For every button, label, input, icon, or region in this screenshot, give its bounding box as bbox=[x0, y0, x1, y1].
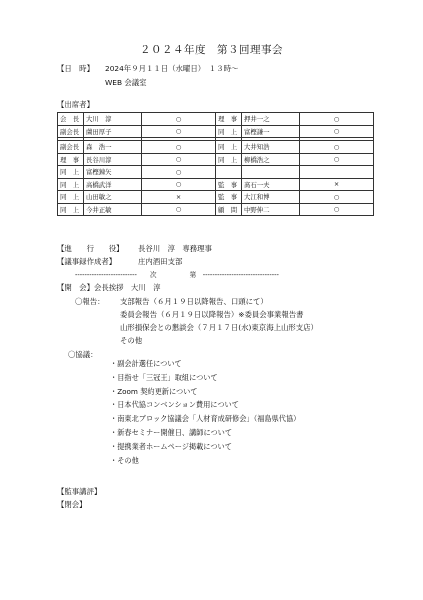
attendee-name: 富樫錬矢 bbox=[84, 166, 142, 179]
venue-value: WEB 会議室 bbox=[105, 78, 147, 87]
minutes-value: 庄内酒田支部 bbox=[138, 257, 183, 266]
attendance-mark bbox=[300, 166, 374, 179]
report-item: 支部報告（６月１９日以降報告、口頭にて） bbox=[120, 297, 268, 306]
discussion-item: ・その他 bbox=[110, 455, 139, 465]
attendance-mark: ○ bbox=[142, 153, 216, 166]
attendee-role: 理 事 bbox=[216, 113, 242, 126]
attendee-name: 大江和博 bbox=[242, 191, 300, 204]
attendance-mark: × bbox=[142, 191, 216, 204]
discussion-item: ・提携業者ホームページ掲載について bbox=[110, 441, 232, 451]
attendance-mark: ○ bbox=[142, 125, 216, 138]
audit-label: 【監事講評】 bbox=[57, 487, 102, 496]
discussion-item: ・Zoom 契約更新について bbox=[110, 386, 198, 396]
attendee-name: 髙石一夫 bbox=[242, 178, 300, 191]
attendance-mark: ○ bbox=[300, 113, 374, 126]
datetime-value: 2024年９月１１日（水曜日） １３時～ bbox=[105, 64, 239, 73]
attendee-row bbox=[58, 178, 374, 191]
report-item: その他 bbox=[120, 336, 143, 345]
discussion-item: ・目指せ「三冠王」取組について bbox=[110, 372, 218, 382]
attendee-role: 顧 問 bbox=[216, 203, 242, 216]
attendee-role: 同 上 bbox=[216, 141, 242, 154]
minutes-label: 【議事録作成者】 bbox=[57, 257, 117, 266]
attendee-role: 同 上 bbox=[58, 178, 84, 191]
attendance-mark: ○ bbox=[142, 203, 216, 216]
discussion-item: ・新春セミナー開催日、講師について bbox=[110, 427, 233, 437]
attendee-name: 山田敏之 bbox=[84, 191, 142, 204]
attendee-row bbox=[58, 141, 374, 154]
attendee-name bbox=[242, 166, 300, 179]
attendee-name: 押井一之 bbox=[242, 113, 300, 126]
attendee-row bbox=[58, 191, 374, 204]
attendee-role: 副会長 bbox=[58, 141, 84, 154]
attendee-name: 富樫謙一 bbox=[242, 125, 300, 138]
attendee-name: 柳橋浩之 bbox=[242, 153, 300, 166]
attendance-mark: ○ bbox=[142, 166, 216, 179]
attendee-name: 長谷川淳 bbox=[84, 153, 142, 166]
attendee-role: 同 上 bbox=[58, 203, 84, 216]
report-item: 委員会報告（６月１９日以降報告）※委員会事業報告書 bbox=[120, 310, 304, 319]
closing-label: 【閉会】 bbox=[57, 500, 87, 509]
attendee-name: 高橋武洋 bbox=[84, 178, 142, 191]
attendance-mark: ○ bbox=[300, 141, 374, 154]
attendance-mark: ○ bbox=[142, 113, 216, 126]
attendee-name: 大井知浩 bbox=[242, 141, 300, 154]
attendee-row bbox=[58, 153, 374, 166]
attendee-role: 副会長 bbox=[58, 125, 84, 138]
attendance-mark: ○ bbox=[300, 203, 374, 216]
agenda-divider: -------------------------- 次 第 -------------------------------- bbox=[75, 271, 279, 279]
attendee-name: 中野伸二 bbox=[242, 203, 300, 216]
attendee-role: 会 長 bbox=[58, 113, 84, 126]
attendee-role: 監 事 bbox=[216, 191, 242, 204]
moderator-value: 長谷川 淳 専務理事 bbox=[138, 244, 212, 253]
attendance-mark: ○ bbox=[300, 191, 374, 204]
attendance-mark: ○ bbox=[142, 141, 216, 154]
discussion-item: ・副会計選任について bbox=[110, 359, 182, 368]
attendee-role: 同 上 bbox=[216, 153, 242, 166]
attendee-role bbox=[216, 166, 242, 179]
attendee-role: 監 事 bbox=[216, 178, 242, 191]
attendee-row bbox=[58, 113, 374, 126]
attendee-role: 同 上 bbox=[58, 166, 84, 179]
attendee-role: 同 上 bbox=[216, 125, 242, 138]
attendee-role: 理 事 bbox=[58, 153, 84, 166]
attendee-name: 森 浩一 bbox=[84, 141, 142, 154]
attendance-mark: ○ bbox=[300, 153, 374, 166]
opening-line: 【開 会】会長挨拶 大川 淳 bbox=[57, 283, 161, 292]
attendance-mark: ○ bbox=[300, 125, 374, 138]
discussion-item: ・南東北ブロック協議会「人材育成研修会」（福島県代協） bbox=[110, 414, 301, 424]
attendance-mark: × bbox=[300, 178, 374, 191]
discussion-list bbox=[110, 357, 300, 467]
datetime-label: 【日 時】 bbox=[57, 64, 94, 73]
attendee-role: 同 上 bbox=[58, 191, 84, 204]
page-title: ２０２４年度 第３回理事会 bbox=[140, 44, 283, 56]
report-item: 山形損保会との懇談会（７月１７日(水)東京海上山形支店） bbox=[120, 323, 318, 332]
attendee-row bbox=[58, 125, 374, 138]
attendee-row bbox=[58, 203, 374, 216]
attendee-name: 薗田厚子 bbox=[84, 125, 142, 138]
attendee-name: 今井正敏 bbox=[84, 203, 142, 216]
reports-label: 〇報告： bbox=[75, 297, 105, 306]
discussion-item: ・日本代協コンベンション費用について bbox=[110, 400, 239, 410]
attendance-mark: ○ bbox=[142, 178, 216, 191]
attendees-label: 【出席者】 bbox=[57, 100, 94, 109]
attendees-table bbox=[57, 112, 374, 216]
moderator-label: 【進 行 役】 bbox=[57, 244, 124, 253]
discussion-label: 〇協議： bbox=[68, 350, 98, 359]
attendee-name: 大川 淳 bbox=[84, 113, 142, 126]
attendee-row bbox=[58, 166, 374, 179]
